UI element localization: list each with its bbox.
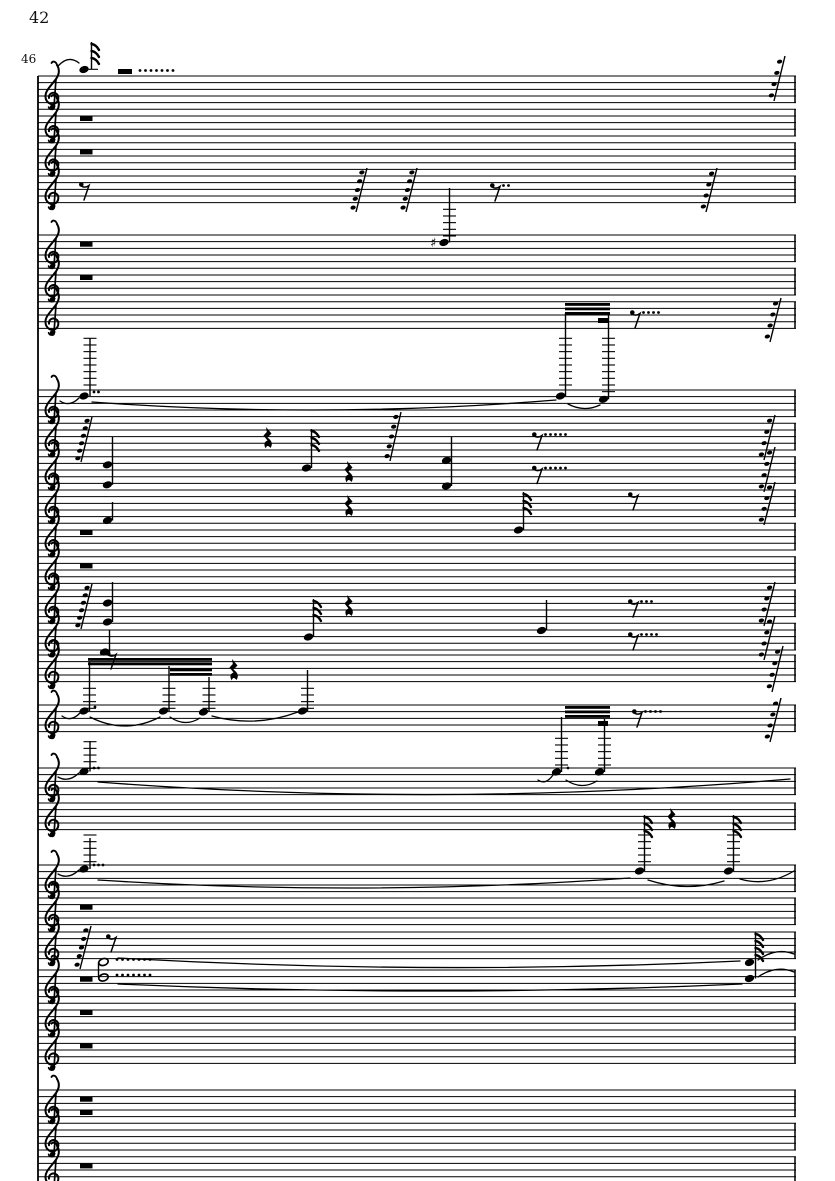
sharp-accidental: ♯ bbox=[430, 236, 437, 251]
note bbox=[723, 815, 741, 876]
note bbox=[297, 670, 314, 716]
staff-1 bbox=[38, 42, 796, 110]
staff-5 bbox=[38, 221, 796, 270]
whole-rest bbox=[80, 275, 93, 280]
staff-19 bbox=[38, 789, 796, 888]
eighth-rest bbox=[532, 432, 567, 450]
note bbox=[198, 677, 216, 717]
whole-rest bbox=[80, 242, 93, 247]
beam bbox=[565, 308, 610, 311]
staff-16 bbox=[38, 641, 796, 726]
grace-run bbox=[75, 584, 92, 629]
whole-rest bbox=[80, 1010, 93, 1015]
staff-14 bbox=[38, 576, 796, 642]
note bbox=[301, 429, 319, 473]
staff-22 bbox=[38, 918, 796, 991]
grace-run bbox=[764, 298, 781, 342]
beam bbox=[170, 673, 212, 676]
whole-rest bbox=[80, 563, 93, 568]
beam bbox=[565, 711, 610, 714]
note bbox=[78, 741, 100, 776]
beam bbox=[565, 312, 610, 315]
beam-rest bbox=[598, 721, 608, 726]
staff-21 bbox=[38, 884, 796, 933]
eighth-rest bbox=[490, 183, 510, 201]
note bbox=[78, 42, 99, 74]
whole-rest bbox=[80, 1163, 93, 1168]
eighth-rest bbox=[532, 466, 567, 484]
staff-7 bbox=[38, 287, 796, 410]
grace-run bbox=[400, 168, 417, 212]
eighth-rest bbox=[628, 492, 638, 510]
staff-17 bbox=[38, 691, 796, 786]
whole-rest bbox=[80, 116, 93, 121]
quarter-rest bbox=[345, 495, 353, 517]
beam bbox=[565, 706, 610, 709]
staff-12 bbox=[38, 482, 796, 558]
grace-run bbox=[700, 168, 717, 212]
quarter-rest bbox=[230, 659, 238, 681]
note bbox=[555, 313, 572, 401]
note bbox=[102, 502, 113, 525]
beam bbox=[88, 663, 212, 666]
staff-20 bbox=[38, 851, 796, 900]
eighth-rest bbox=[628, 632, 658, 650]
eighth-rest bbox=[628, 599, 653, 617]
eighth-rest bbox=[106, 934, 116, 952]
beam bbox=[565, 715, 610, 718]
staff-26 bbox=[38, 1076, 796, 1125]
note bbox=[78, 662, 96, 716]
whole-rest bbox=[80, 149, 93, 154]
staff-28 bbox=[38, 1142, 796, 1181]
grace-run bbox=[766, 646, 783, 692]
staff-8 bbox=[38, 376, 796, 425]
staff-18 bbox=[38, 741, 796, 802]
note bbox=[78, 835, 104, 874]
grace-run bbox=[768, 56, 785, 101]
quarter-rest bbox=[345, 595, 353, 617]
note bbox=[102, 582, 113, 627]
grace-run bbox=[758, 415, 775, 460]
whole-rest bbox=[80, 1110, 93, 1115]
note bbox=[78, 338, 100, 401]
note bbox=[513, 492, 531, 535]
rest-block bbox=[118, 69, 132, 74]
whole-rest bbox=[80, 1043, 93, 1048]
page-number: 42 bbox=[29, 8, 50, 27]
eighth-rest bbox=[79, 182, 89, 200]
beam-rest bbox=[598, 318, 608, 323]
grace-run bbox=[758, 616, 775, 660]
whole-rest bbox=[80, 530, 93, 535]
beam bbox=[565, 303, 610, 306]
beam bbox=[170, 669, 212, 672]
measure-number: 46 bbox=[21, 52, 37, 66]
staff-10 bbox=[38, 437, 796, 492]
grace-run bbox=[758, 582, 775, 626]
whole-rest bbox=[80, 977, 93, 982]
beam bbox=[88, 658, 212, 661]
grace-run bbox=[350, 168, 367, 212]
note bbox=[634, 815, 652, 876]
eighth-rest bbox=[630, 310, 660, 328]
note bbox=[303, 599, 321, 642]
staff-4 bbox=[38, 162, 796, 251]
quarter-rest bbox=[345, 461, 353, 483]
quarter-rest bbox=[668, 808, 676, 830]
whole-rest bbox=[80, 1097, 93, 1102]
whole-rest bbox=[80, 905, 93, 910]
